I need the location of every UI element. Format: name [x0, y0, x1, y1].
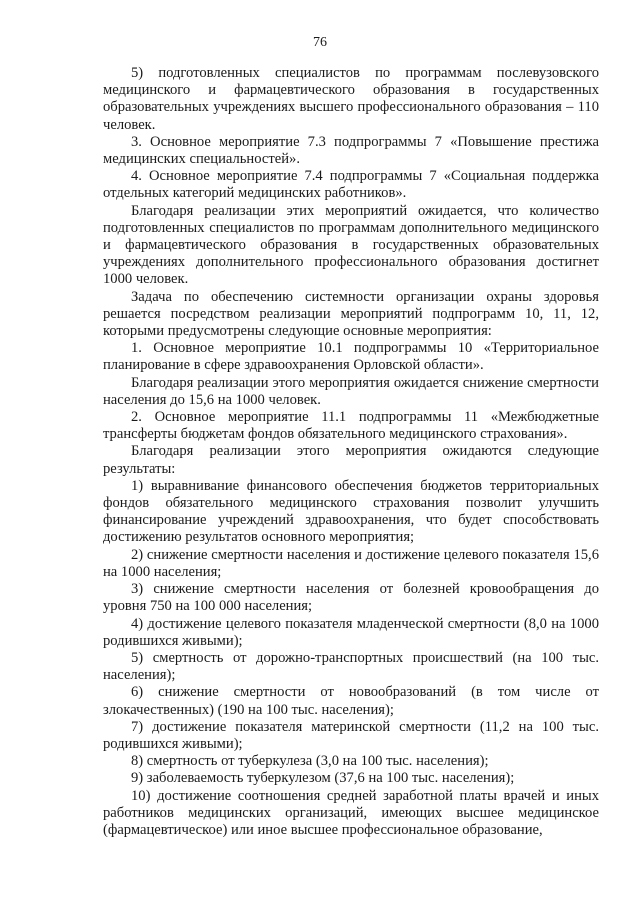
- paragraph-measure-10-1: 1. Основное мероприятие 10.1 подпрограммы 10 «Территориальное планирование в сфере здравоохранения Орловской области».: [103, 340, 599, 374]
- list-item-result-6: 6) снижение смертности от новообразований (в том числе от злокачественных) (190 на 100 тыс. населения);: [103, 684, 599, 718]
- paragraph-measure-7-3: 3. Основное мероприятие 7.3 подпрограммы 7 «Повышение престижа медицинских специальностей».: [103, 133, 599, 168]
- list-item-result-3: 3) снижение смертности населения от болезней кровообращения до уровня 750 на 100 000 населения;: [103, 581, 599, 615]
- paragraph-measure-11-1: 2. Основное мероприятие 11.1 подпрограммы 11 «Межбюджетные трансферты бюджетам фондов обязательного медицинского страхования».: [103, 409, 599, 443]
- paragraph-results-intro: Благодаря реализации этого мероприятия ожидаются следующие результаты:: [103, 443, 599, 477]
- paragraph-task-system: Задача по обеспечению системности организации охраны здоровья решается посредством реализации мероприятий подпрограмм 10, 11, 12, которыми предусмотрены следующие основные мероприятия:: [103, 288, 599, 340]
- paragraph-expected-result: Благодаря реализации этих мероприятий ожидается, что количество подготовленных специалистов по программам дополнительного медицинского и фармацевтического образования в государственных образовательных учреждениях дополнительного профессионального образования достигнет 1000 человек.: [103, 202, 599, 288]
- list-item-result-10: 10) достижение соотношения средней заработной платы врачей и иных работников медицинских организаций, имеющих высшее медицинское (фармацевтическое) или иное высшее профессиональное образование,: [103, 787, 599, 838]
- list-item-result-8: 8) смертность от туберкулеза (3,0 на 100 тыс. населения);: [131, 753, 489, 770]
- list-item-result-1: 1) выравнивание финансового обеспечения бюджетов территориальных фондов обязательного медицинского страхования позволит улучшить финансирование учреждений здравоохранения, что будет способствовать достижению результатов основного мероприятия;: [103, 477, 599, 546]
- list-item-result-2: 2) снижение смертности населения и достижение целевого показателя 15,6 на 1000 населения;: [103, 546, 599, 580]
- body-text: [103, 65, 599, 839]
- list-item-result-4: 4) достижение целевого показателя младенческой смертности (8,0 на 1000 родившихся живыми);: [103, 615, 599, 649]
- paragraph-mortality-reduction: Благодаря реализации этого мероприятия ожидается снижение смертности населения до 15,6 на 1000 человек.: [103, 374, 599, 408]
- list-item-result-5: 5) смертность от дорожно-транспортных происшествий (на 100 тыс. населения);: [103, 649, 599, 684]
- paragraph-item-5-specialists: 5) подготовленных специалистов по программам послевузовского медицинского и фармацевтического образования в государственных образовательных учреждениях высшего профессионального образования – 110 человек.: [103, 65, 599, 133]
- list-item-result-9: 9) заболеваемость туберкулезом (37,6 на 100 тыс. населения);: [131, 770, 515, 787]
- list-item-result-7: 7) достижение показателя материнской смертности (11,2 на 100 тыс. родившихся живыми);: [103, 718, 599, 752]
- page-number: 76: [313, 35, 327, 50]
- paragraph-measure-7-4: 4. Основное мероприятие 7.4 подпрограммы 7 «Социальная поддержка отдельных категорий медицинских работников».: [103, 168, 599, 202]
